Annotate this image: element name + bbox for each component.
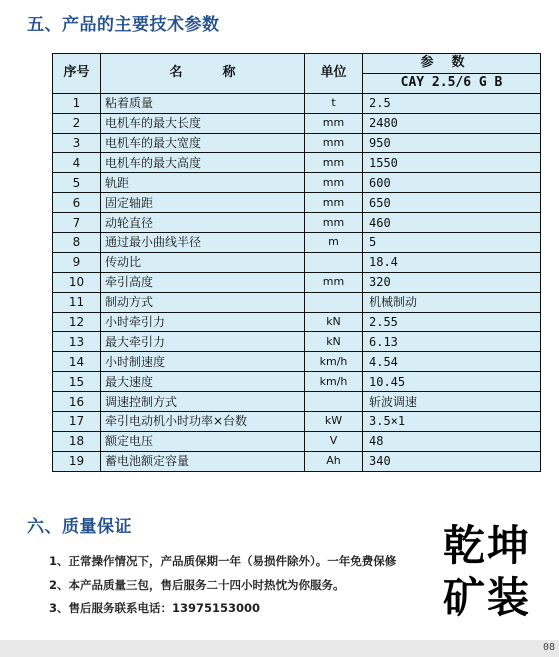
company-logo (428, 520, 546, 630)
table-row (53, 133, 541, 153)
row-number: 8 (53, 233, 101, 253)
table-row (53, 272, 541, 292)
row-unit: kW (305, 412, 363, 432)
row-value: 机械制动 (363, 292, 541, 312)
row-number: 12 (53, 312, 101, 332)
row-number: 7 (53, 213, 101, 233)
row-name: 小时制速度 (101, 352, 305, 372)
row-unit: mm (305, 272, 363, 292)
row-name: 电机车的最大长度 (101, 113, 305, 133)
row-value: 10.45 (363, 372, 541, 392)
row-name: 制动方式 (101, 292, 305, 312)
row-value: 320 (363, 272, 541, 292)
row-name: 粘着质量 (101, 93, 305, 113)
row-name: 通过最小曲线半径 (101, 233, 305, 253)
row-name: 额定电压 (101, 431, 305, 451)
table-row (53, 392, 541, 412)
row-value: 4.54 (363, 352, 541, 372)
header-name (101, 54, 305, 94)
row-number: 11 (53, 292, 101, 312)
row-unit: km/h (305, 352, 363, 372)
table-row (53, 213, 541, 233)
header-param: 参数 (363, 54, 541, 74)
row-value: 斩波调速 (363, 392, 541, 412)
section-title-specs: 五、产品的主要技术参数 (27, 15, 220, 35)
table-row (53, 252, 541, 272)
header-name-char-2: 称 (222, 65, 236, 81)
row-number: 1 (53, 93, 101, 113)
row-number: 4 (53, 153, 101, 173)
header-unit: 单位 (305, 54, 363, 94)
row-value: 460 (363, 213, 541, 233)
row-number: 19 (53, 451, 101, 471)
row-number: 17 (53, 412, 101, 432)
row-name: 电机车的最大宽度 (101, 133, 305, 153)
row-number: 9 (53, 252, 101, 272)
row-value: 18.4 (363, 252, 541, 272)
row-name: 传动比 (101, 252, 305, 272)
row-number: 13 (53, 332, 101, 352)
row-name: 固定轴距 (101, 193, 305, 213)
row-value: 6.13 (363, 332, 541, 352)
row-number: 5 (53, 173, 101, 193)
row-name: 蓄电池额定容量 (101, 451, 305, 471)
page-number: 08 (542, 642, 555, 653)
header-model: CAY 2.5/6 G B (363, 73, 541, 93)
table-row (53, 332, 541, 352)
row-unit: kN (305, 332, 363, 352)
row-value: 2.55 (363, 312, 541, 332)
table-row (53, 431, 541, 451)
row-name: 最大牵引力 (101, 332, 305, 352)
row-number: 15 (53, 372, 101, 392)
row-name: 牵引高度 (101, 272, 305, 292)
table-row (53, 233, 541, 253)
row-number: 18 (53, 431, 101, 451)
header-no: 序号 (53, 54, 101, 94)
table-body (53, 93, 541, 471)
row-value: 1550 (363, 153, 541, 173)
logo-line-2: 矿装 (442, 573, 531, 622)
row-unit: km/h (305, 372, 363, 392)
row-unit: V (305, 431, 363, 451)
row-unit: mm (305, 213, 363, 233)
table-row (53, 153, 541, 173)
row-name: 小时牵引力 (101, 312, 305, 332)
row-unit: t (305, 93, 363, 113)
header-name-char-1: 名 (169, 65, 183, 81)
row-value: 2480 (363, 113, 541, 133)
row-name: 最大速度 (101, 372, 305, 392)
quality-item-3: 3、售后服务联系电话：13975153000 (49, 601, 261, 615)
table-row (53, 173, 541, 193)
row-unit: mm (305, 153, 363, 173)
table-row (53, 113, 541, 133)
table-header-row (53, 54, 541, 74)
logo-line-1: 乾坤 (442, 521, 531, 570)
row-unit (305, 292, 363, 312)
table-row (53, 93, 541, 113)
page-footer (0, 640, 559, 657)
row-name: 牵引电动机小时功率×台数 (101, 412, 305, 432)
spec-table (52, 53, 541, 472)
row-number: 3 (53, 133, 101, 153)
quality-item-1: 1、正常操作情况下，产品质保期一年（易损件除外）。一年免费保修 (49, 554, 397, 568)
table-row (53, 292, 541, 312)
row-value: 3.5×1 (363, 412, 541, 432)
row-unit: kN (305, 312, 363, 332)
row-unit: mm (305, 173, 363, 193)
quality-item-2: 2、本产品质量三包，售后服务二十四小时热忱为你服务。 (49, 578, 345, 592)
row-unit (305, 252, 363, 272)
row-value: 600 (363, 173, 541, 193)
row-name: 动轮直径 (101, 213, 305, 233)
row-unit (305, 392, 363, 412)
row-number: 6 (53, 193, 101, 213)
row-unit: m (305, 233, 363, 253)
row-value: 48 (363, 431, 541, 451)
table-row (53, 352, 541, 372)
row-value: 340 (363, 451, 541, 471)
table-row (53, 451, 541, 471)
table-row (53, 312, 541, 332)
row-value: 5 (363, 233, 541, 253)
row-name: 轨距 (101, 173, 305, 193)
table-row (53, 412, 541, 432)
row-value: 2.5 (363, 93, 541, 113)
row-name: 调速控制方式 (101, 392, 305, 412)
row-unit: mm (305, 193, 363, 213)
row-unit: Ah (305, 451, 363, 471)
row-unit: mm (305, 113, 363, 133)
row-name: 电机车的最大高度 (101, 153, 305, 173)
row-number: 2 (53, 113, 101, 133)
row-value: 950 (363, 133, 541, 153)
row-number: 10 (53, 272, 101, 292)
row-unit: mm (305, 133, 363, 153)
table-row (53, 372, 541, 392)
section-title-quality: 六、质量保证 (27, 517, 132, 537)
row-value: 650 (363, 193, 541, 213)
row-number: 14 (53, 352, 101, 372)
row-number: 16 (53, 392, 101, 412)
table-row (53, 193, 541, 213)
